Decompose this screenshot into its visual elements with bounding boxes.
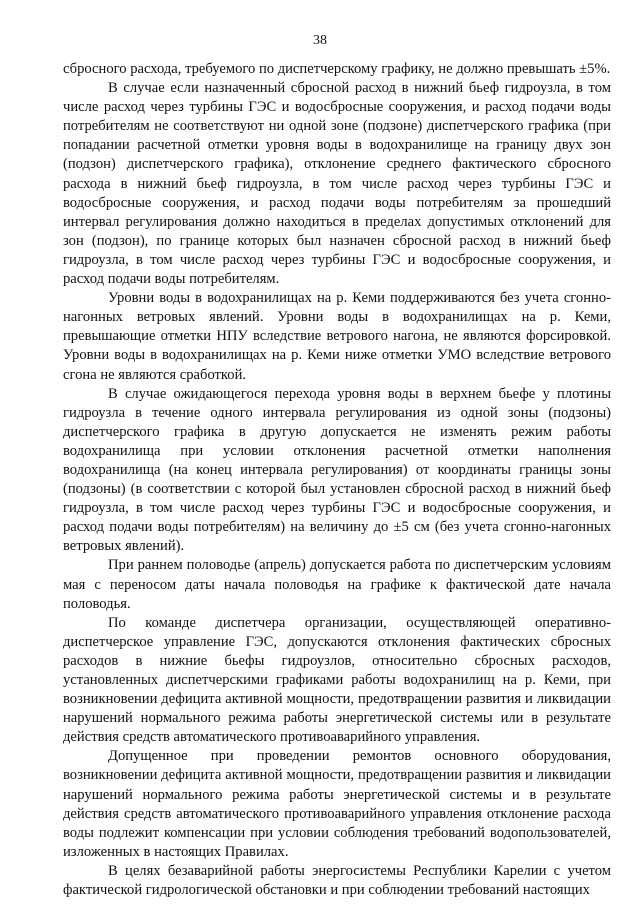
document-body bbox=[63, 60, 611, 900]
page-number: 38 bbox=[313, 33, 327, 48]
paragraph-continuation: сбросного расхода, требуемого по диспетчерскому графику, не должно превышать ±5%. bbox=[63, 61, 611, 77]
paragraph: Уровни воды в водохранилищах на р. Кеми поддерживаются без учета сгонно-нагонных ветровых явлений. Уровни воды в водохранилищах на р. Кеми, превышающие отметки НПУ вследствие ветрового нагона, не являются форсировкой. Уровни воды в водохранилищах на р. Кеми ниже отметки УМО вследствие ветрового сгона не являются сработкой. bbox=[63, 290, 611, 383]
paragraph: В целях безаварийной работы энергосистемы Республики Карелии с учетом фактической гидрологической обстановки и при соблюдении требований настоящих bbox=[63, 862, 611, 899]
paragraph: В случае ожидающегося перехода уровня воды в верхнем бьефе у плотины гидроузла в течение одного интервала регулирования из одной зоны (подзоны) диспетчерского графика в другую допускается не изменять режим работы водохранилища при условии отклонения расчетной отметки наполнения водохранилища (на конец интервала регулирования) от координаты границы зоны (подзоны) (в соответствии с которой был установлен сбросной расход в нижний бьеф гидроузла, в том числе расход через турбины ГЭС и водосбросные сооружения, и расход подачи воды потребителям) на величину до ±5 см (без учета сгонно-нагонных ветровых явлений). bbox=[63, 385, 611, 555]
paragraph: При раннем половодье (апрель) допускается работа по диспетчерским условиям мая с переносом даты начала половодья на графике к фактической дате начала половодья. bbox=[63, 557, 611, 612]
paragraph: По команде диспетчера организации, осуществляющей оперативно-диспетчерское управление ГЭС, допускаются отклонения фактических сбросных расходов в нижние бьефы гидроузлов, относительно сбросных расходов, установленных диспетчерскими графиками работы водохранилищ на р. Кеми, при возникновении дефицита активной мощности, предотвращении развития и ликвидации нарушений нормального режима работы энергетической системы или в результате действия средств автоматического противоаварийного управления. bbox=[63, 614, 611, 746]
paragraph: В случае если назначенный сбросной расход в нижний бьеф гидроузла, в том числе расход через турбины ГЭС и водосбросные сооружения, и расход подачи воды потребителям не соответствуют ни одной зоне (подзоне) диспетчерского графика (при попадании расчетной отметки уровня воды в водохранилище на границу двух зон (подзон) диспетчерского графика), отклонение среднего фактического сбросного расхода в нижний бьеф гидроузла, в том числе расход через турбины ГЭС и водосбросные сооружения, и расход подачи воды потребителям за прошедший интервал регулирования должно находиться в пределах допустимых отклонений для зон (подзон), по границе которых был назначен сбросной расход в нижний бьеф гидроузла, в том числе расход через турбины ГЭС и водосбросные сооружения, и расход подачи воды потребителям. bbox=[63, 80, 611, 288]
paragraph: Допущенное при проведении ремонтов основного оборудования, возникновении дефицита активной мощности, предотвращении развития и ликвидации нарушений нормального режима работы энергетической системы и в результате действия средств автоматического противоаварийного управления отклонение расхода воды подлежит компенсации при условии соблюдения требований водопользователей, изложенных в настоящих Правилах. bbox=[63, 748, 611, 860]
